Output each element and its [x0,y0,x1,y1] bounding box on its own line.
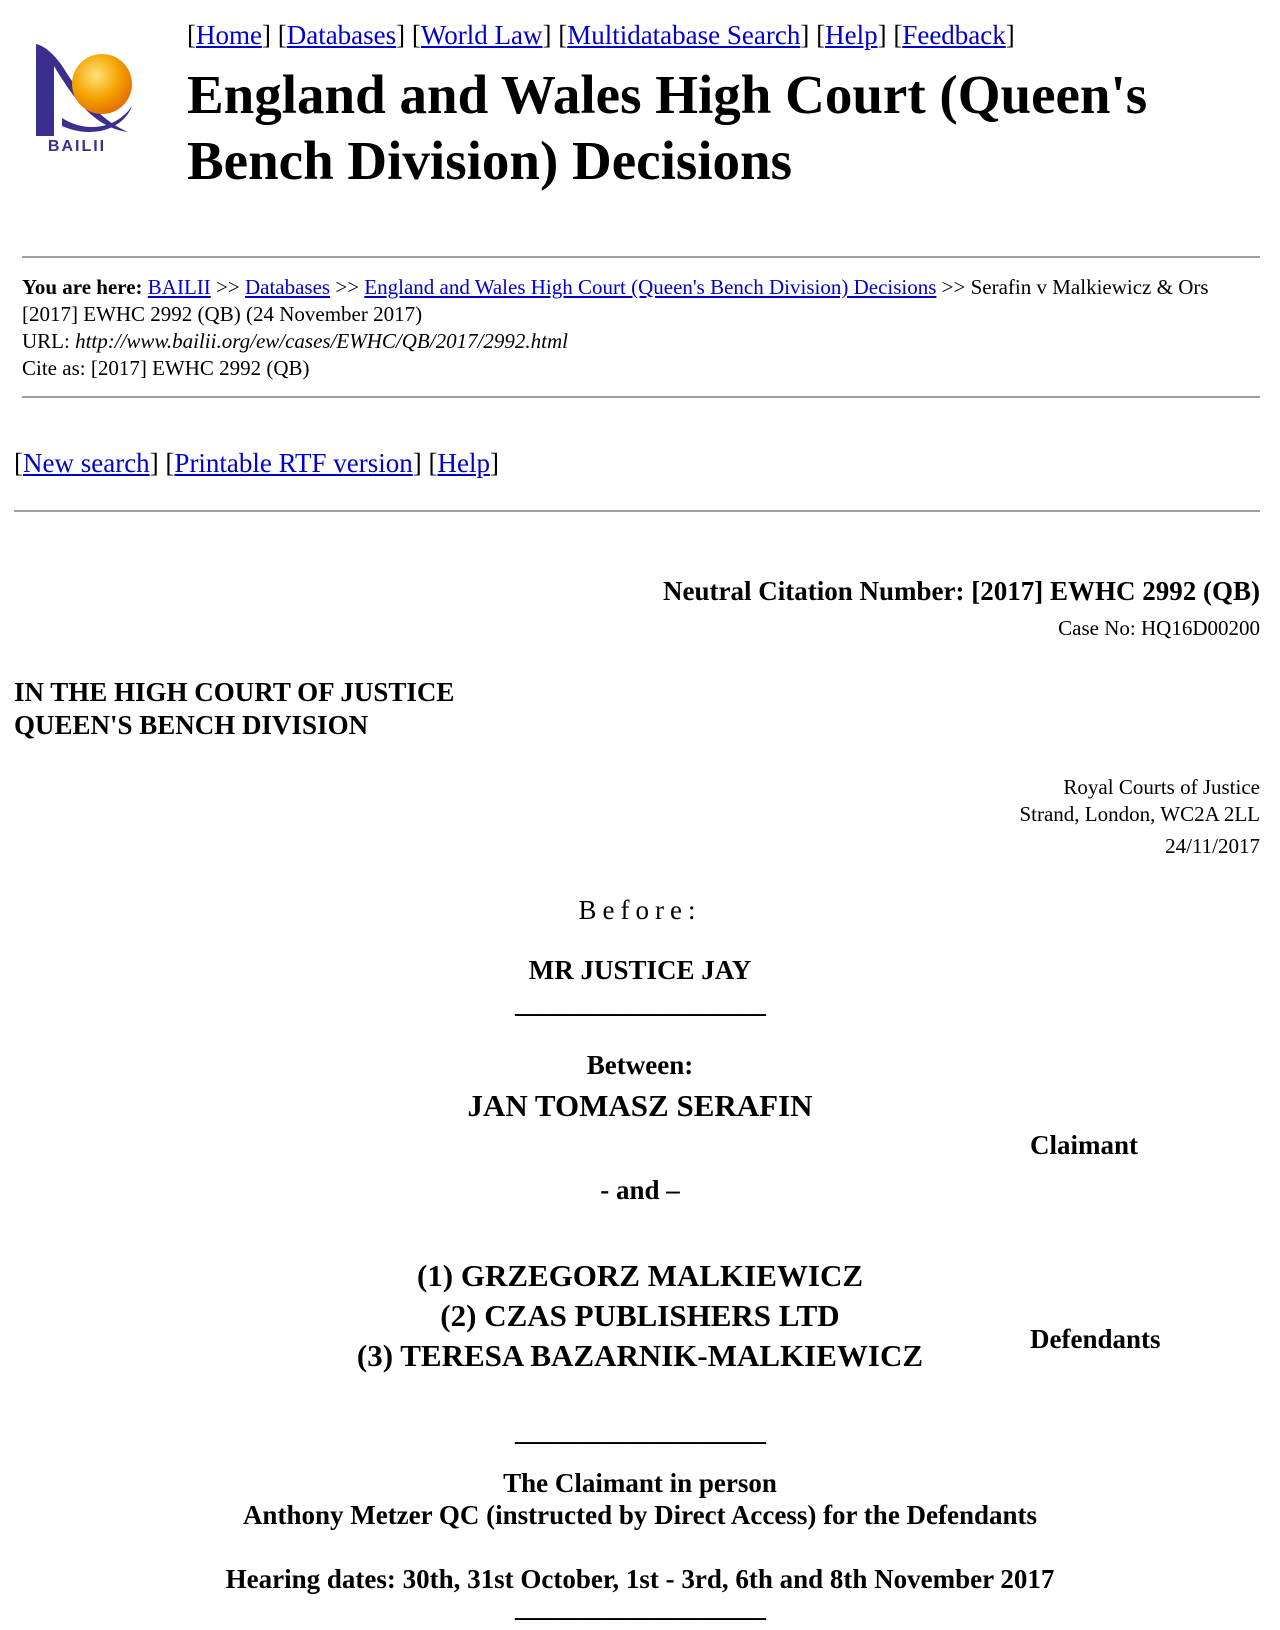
defendant-3: (3) TERESA BAZARNIK-MALKIEWICZ [356,1338,924,1373]
page-title: England and Wales High Court (Queen's Bench Division) Decisions [187,64,1148,191]
breadcrumb-current: Serafin v Malkiewicz & Ors [2017] EWHC 2992 (QB) (24 November 2017) [22,275,1209,326]
counsel: The Claimant in person Anthony Metzer QC (instructed by Direct Access) for the Defendants [242,1468,1038,1530]
court-address: Royal Courts of Justice Strand, London, WC2A 2LL [1019,775,1260,826]
separator-line: ____________________ [515,1592,765,1622]
breadcrumb-database-link[interactable]: England and Wales High Court (Queen's Bench Division) Decisions [364,275,937,299]
defendants-role: Defendants [1030,1324,1161,1354]
cite-label: Cite as: [22,356,86,380]
cite-value: [2017] EWHC 2992 (QB) [90,356,310,380]
separator-line: ____________________ [515,1416,765,1446]
url-label: URL: [22,329,70,353]
divider [22,396,1260,398]
and-label: - and – [600,1175,680,1205]
help-link[interactable]: Help [437,448,490,478]
nav-feedback-link[interactable]: Feedback [902,20,1006,50]
breadcrumb-bailii-link[interactable]: BAILII [147,275,211,299]
divider [14,510,1260,512]
nav-multidatabase-search-link[interactable]: Multidatabase Search [567,20,801,50]
case-number: Case No: HQ16D00200 [1058,616,1260,640]
judgment-date: 24/11/2017 [1165,834,1260,858]
hearing-dates: Hearing dates: 30th, 31st October, 1st - 3rd, 6th and 8th November 2017 [225,1564,1055,1594]
sub-nav: [New search] [Printable RTF version] [Help] [14,448,499,478]
before-label: Before: [578,895,702,925]
neutral-citation: Neutral Citation Number: [2017] EWHC 2992 (QB) [663,576,1260,606]
nav-databases-link[interactable]: Databases [286,20,397,50]
defendants-list [0,1256,1280,1376]
top-nav: [Home] [Databases] [World Law] [Multidatabase Search] [Help] [Feedback] [187,20,1015,50]
claimant-role: Claimant [1030,1130,1138,1160]
logo-text: BAILII [47,138,107,155]
judge-name: MR JUSTICE JAY [528,955,752,985]
separator-line: ____________________ [515,988,765,1018]
new-search-link[interactable]: New search [23,448,150,478]
defendant-2: (2) CZAS PUBLISHERS LTD [440,1298,840,1333]
breadcrumb-prefix: You are here: [22,275,143,299]
nav-help-link[interactable]: Help [825,20,878,50]
page-url: http://www.bailii.org/ew/cases/EWHC/QB/2017/2992.html [75,329,569,353]
divider [22,256,1260,258]
printable-rtf-link[interactable]: Printable RTF version [174,448,413,478]
court-name: IN THE HIGH COURT OF JUSTICE QUEEN'S BENCH DIVISION [14,677,455,740]
defendant-1: (1) GRZEGORZ MALKIEWICZ [416,1258,864,1293]
claimant-name: JAN TOMASZ SERAFIN [467,1088,813,1123]
bailii-logo[interactable] [32,36,140,166]
breadcrumb-databases-link[interactable]: Databases [244,275,331,299]
nav-home-link[interactable]: Home [196,20,262,50]
breadcrumb: You are here: BAILII >> Databases >> England and Wales High Court (Queen's Bench Division) Decisions >> Serafin v Malkiewicz & Ors [2017] EWHC 2992 (QB) (24 November 2017) URL: http://www.bailii.org/ew/cases/EWHC/QB/2017/2992.html Cite as: [2017] EWHC 2992 (QB) [22,275,1209,380]
nav-world-law-link[interactable]: World Law [420,20,543,50]
between-label: Between: [586,1050,694,1080]
